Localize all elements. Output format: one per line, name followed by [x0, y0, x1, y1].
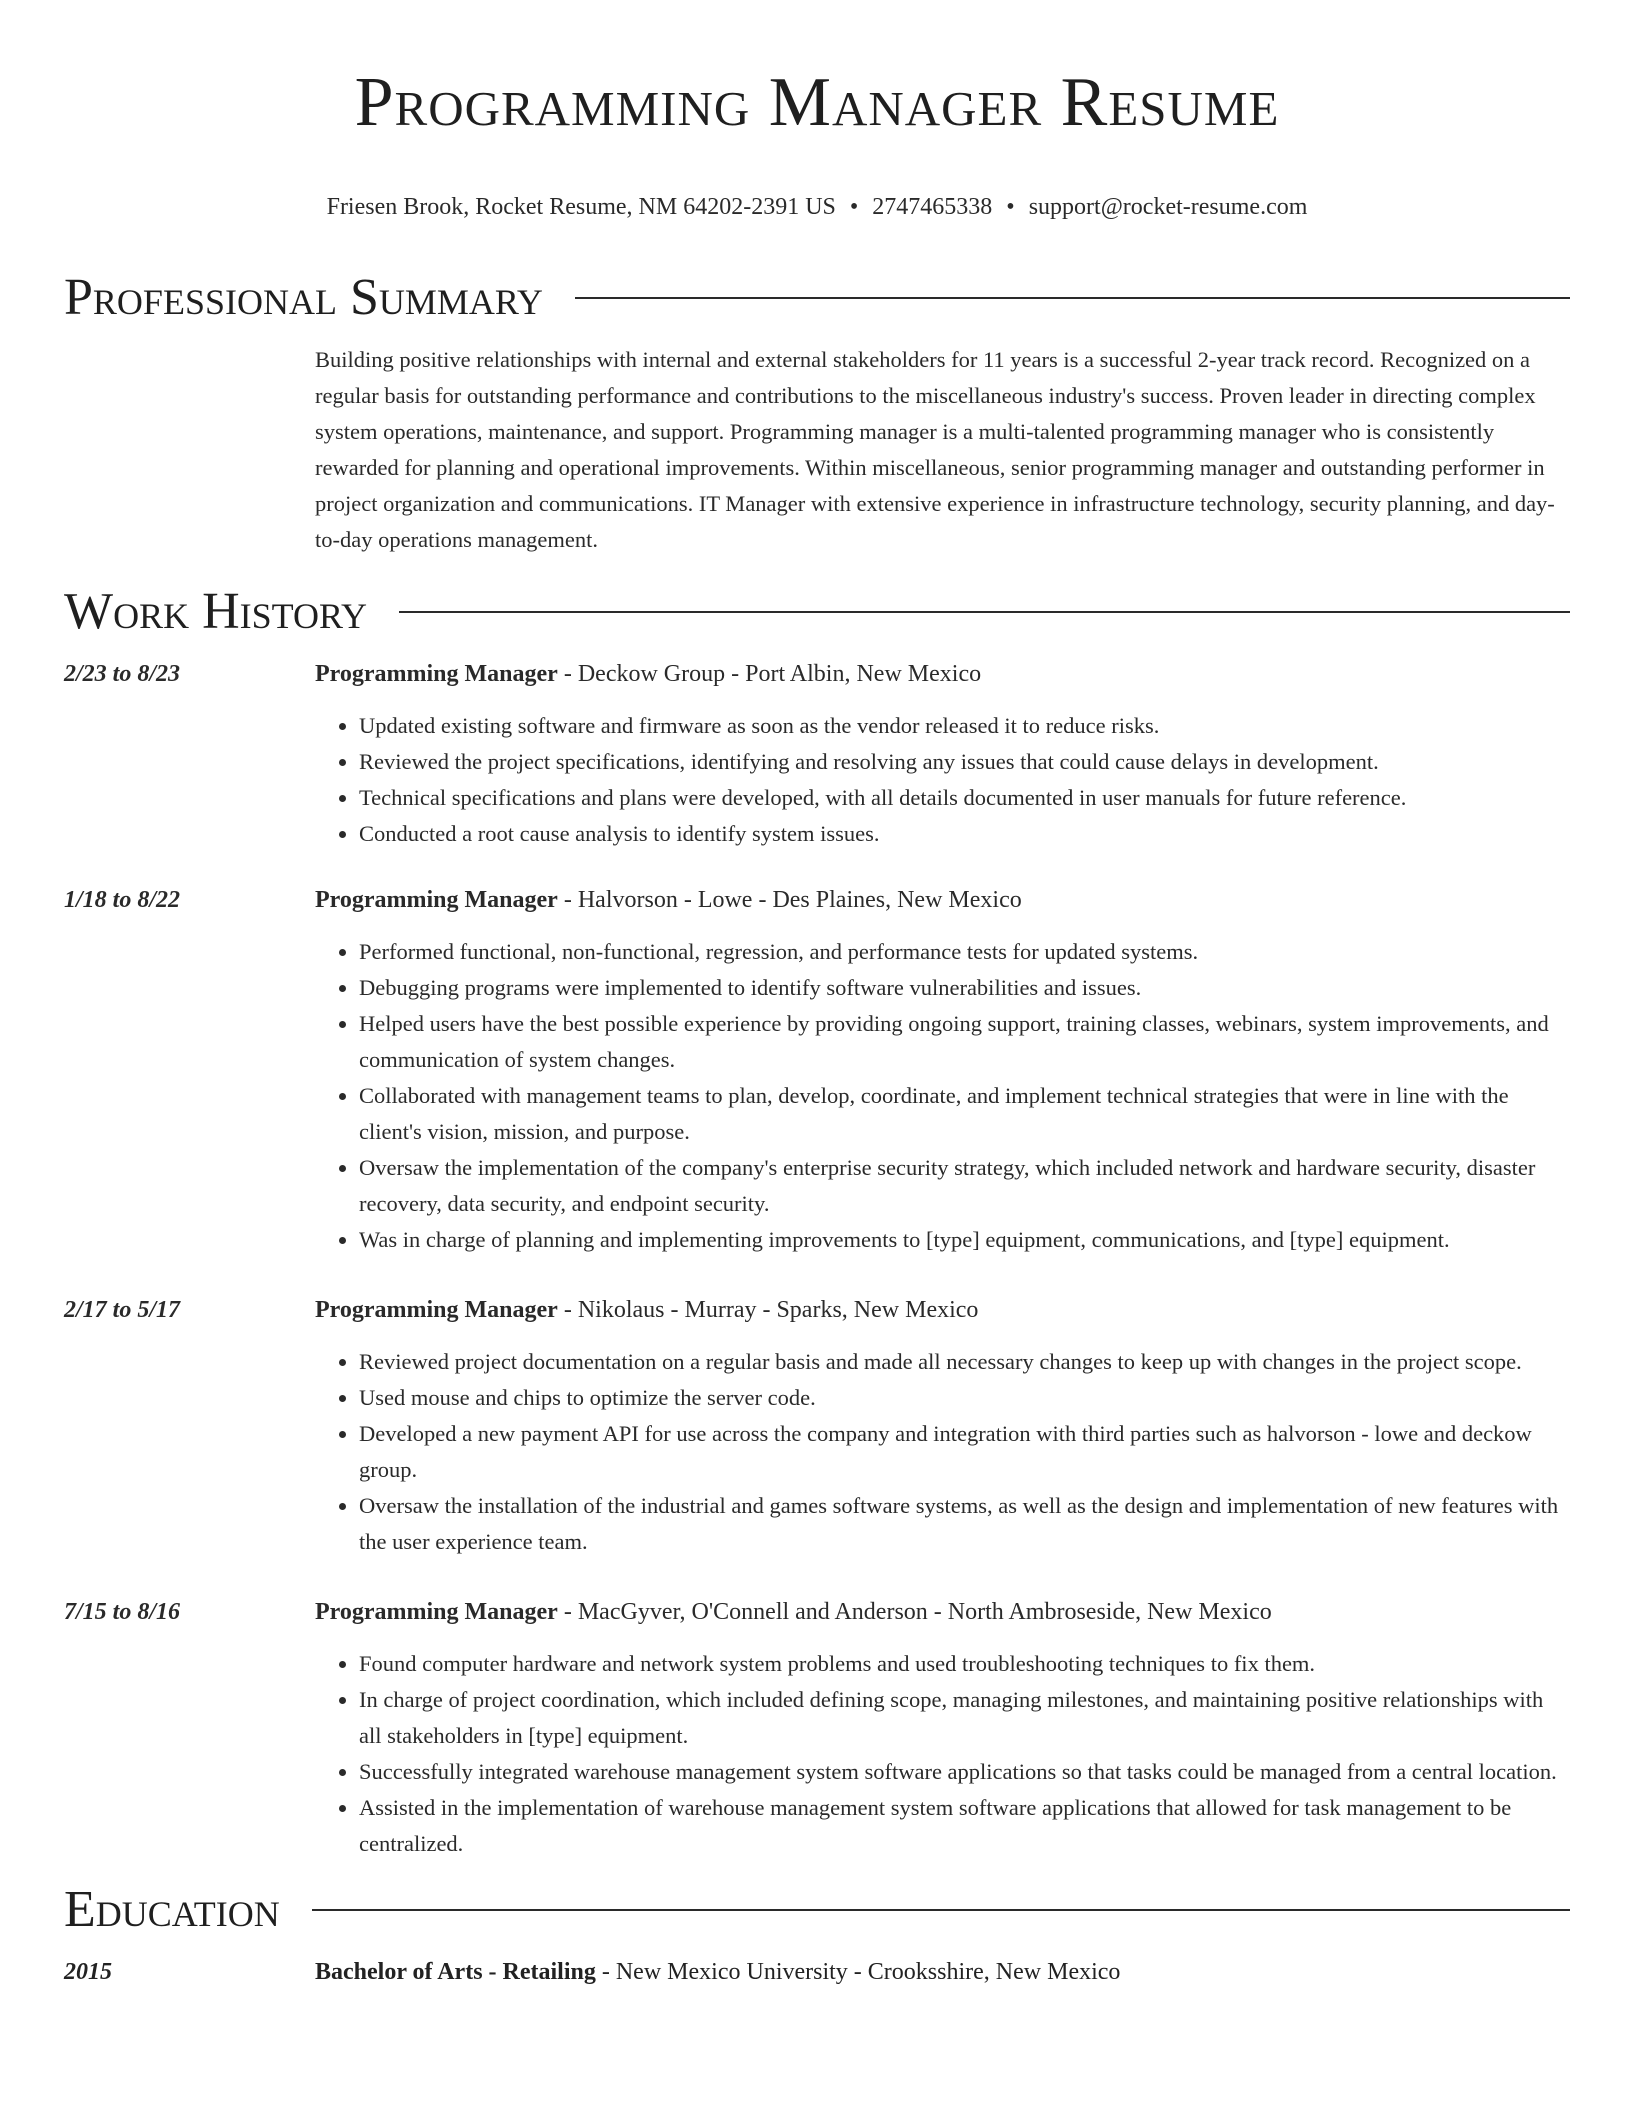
job-employer: - MacGyver, O'Connell and Anderson - North Ambroseside, New Mexico	[557, 1599, 1272, 1625]
work-history-section-header	[64, 582, 1570, 642]
job-bullet: • Technical specifications and plans were developed, with all details documented in user manuals for future reference.	[359, 780, 1570, 816]
job-employer: - Halvorson - Lowe - Des Plaines, New Mexico	[557, 887, 1022, 913]
job-dates: 7/15 to 8/16	[64, 1599, 181, 1625]
contact-phone: 2747465338	[872, 194, 993, 220]
job-bullet: • Collaborated with management teams to plan, develop, coordinate, and implement technical strategies that were in line with the client's vision, mission, and purpose.	[359, 1078, 1570, 1150]
education-heading-line	[315, 1954, 1120, 1990]
job-employer: - Deckow Group - Port Albin, New Mexico	[557, 661, 982, 687]
job-bullet: • Helped users have the best possible experience by providing ongoing support, training classes, webinars, system improvements, and communication of system changes.	[359, 1006, 1570, 1078]
job-bullet: • Updated existing software and firmware as soon as the vendor released it to reduce risks.	[359, 708, 1570, 744]
job-heading	[315, 882, 1570, 918]
job-entry	[64, 1292, 1570, 1560]
education-year: 2015	[64, 1959, 112, 1985]
job-title: Programming Manager	[315, 1297, 558, 1323]
education-school: - New Mexico University - Crooksshire, New Mexico	[595, 1959, 1121, 1985]
page-title: Programming Manager Resume	[354, 64, 1280, 141]
contact-separator: •	[1006, 194, 1015, 220]
work-history-heading: Work History	[64, 583, 368, 640]
summary-heading: Professional Summary	[64, 269, 543, 326]
contact-email: support@rocket-resume.com	[1028, 194, 1308, 220]
job-entry	[64, 1594, 1570, 1862]
job-bullet: • Assisted in the implementation of warehouse management system software applications that allowed for task management to be centralized.	[359, 1790, 1570, 1862]
job-title: Programming Manager	[315, 1599, 558, 1625]
job-bullets	[315, 708, 1570, 852]
job-dates: 2/23 to 8/23	[64, 661, 181, 687]
job-bullet: • Developed a new payment API for use across the company and integration with third parties such as halvorson - lowe and deckow group.	[359, 1416, 1570, 1488]
job-title: Programming Manager	[315, 887, 558, 913]
job-bullets	[315, 1344, 1570, 1560]
education-degree: Bachelor of Arts - Retailing	[315, 1959, 596, 1985]
job-bullet: • Performed functional, non-functional, regression, and performance tests for updated systems.	[359, 934, 1570, 970]
contact-separator: •	[849, 194, 859, 220]
job-bullet: • In charge of project coordination, which included defining scope, managing milestones, and maintaining positive relationships with all stakeholders in [type] equipment.	[359, 1682, 1570, 1754]
section-divider	[399, 611, 1570, 613]
job-bullet: • Reviewed project documentation on a regular basis and made all necessary changes to keep up with changes in the project scope.	[359, 1344, 1570, 1380]
job-bullets	[315, 934, 1570, 1258]
job-heading	[315, 1594, 1570, 1630]
job-bullet: • Oversaw the implementation of the company's enterprise security strategy, which included network and hardware security, disaster recovery, data security, and endpoint security.	[359, 1150, 1570, 1222]
education-section-header	[64, 1880, 1570, 1940]
job-bullet: • Reviewed the project specifications, identifying and resolving any issues that could cause delays in development.	[359, 744, 1570, 780]
job-dates: 2/17 to 5/17	[64, 1297, 181, 1323]
section-divider	[575, 297, 1570, 299]
education-heading: Education	[64, 1881, 280, 1938]
job-title: Programming Manager	[315, 661, 558, 687]
job-bullet: • Successfully integrated warehouse management system software applications so that tasks could be managed from a central location.	[359, 1754, 1570, 1790]
job-bullet: • Debugging programs were implemented to identify software vulnerabilities and issues.	[359, 970, 1570, 1006]
job-bullet: • Used mouse and chips to optimize the server code.	[359, 1380, 1570, 1416]
job-dates: 1/18 to 8/22	[64, 887, 181, 913]
contact-address: Friesen Brook, Rocket Resume, NM 64202-2391 US	[326, 194, 836, 220]
contact-line	[64, 192, 1570, 222]
job-heading	[315, 656, 1570, 692]
job-bullets	[315, 1646, 1570, 1862]
job-bullet: • Oversaw the installation of the industrial and games software systems, as well as the design and implementation of new features with the user experience team.	[359, 1488, 1570, 1560]
education-entry	[64, 1954, 1570, 1990]
job-bullet: • Found computer hardware and network system problems and used troubleshooting techniques to fix them.	[359, 1646, 1570, 1682]
job-bullet: • Conducted a root cause analysis to identify system issues.	[359, 816, 1570, 852]
job-entry	[64, 656, 1570, 852]
job-bullet: • Was in charge of planning and implementing improvements to [type] equipment, communications, and [type] equipment.	[359, 1222, 1570, 1258]
section-divider	[312, 1909, 1570, 1911]
summary-text: Building positive relationships with internal and external stakeholders for 11 years is a successful 2-year track record. Recognized on a regular basis for outstanding performance and contributions to the miscellaneous industry's success. Proven leader in directing complex system operations, maintenance, and support. Programming manager is a multi-talented programming manager who is consistently rewarded for planning and operational improvements. Within miscellaneous, senior programming manager and outstanding performer in project organization and communications. IT Manager with extensive experience in infrastructure technology, security planning, and day-to-day operations management.	[315, 347, 1555, 552]
job-employer: - Nikolaus - Murray - Sparks, New Mexico	[557, 1297, 979, 1323]
job-entry	[64, 882, 1570, 1258]
job-heading	[315, 1292, 1570, 1328]
summary-section-header	[64, 268, 1570, 328]
